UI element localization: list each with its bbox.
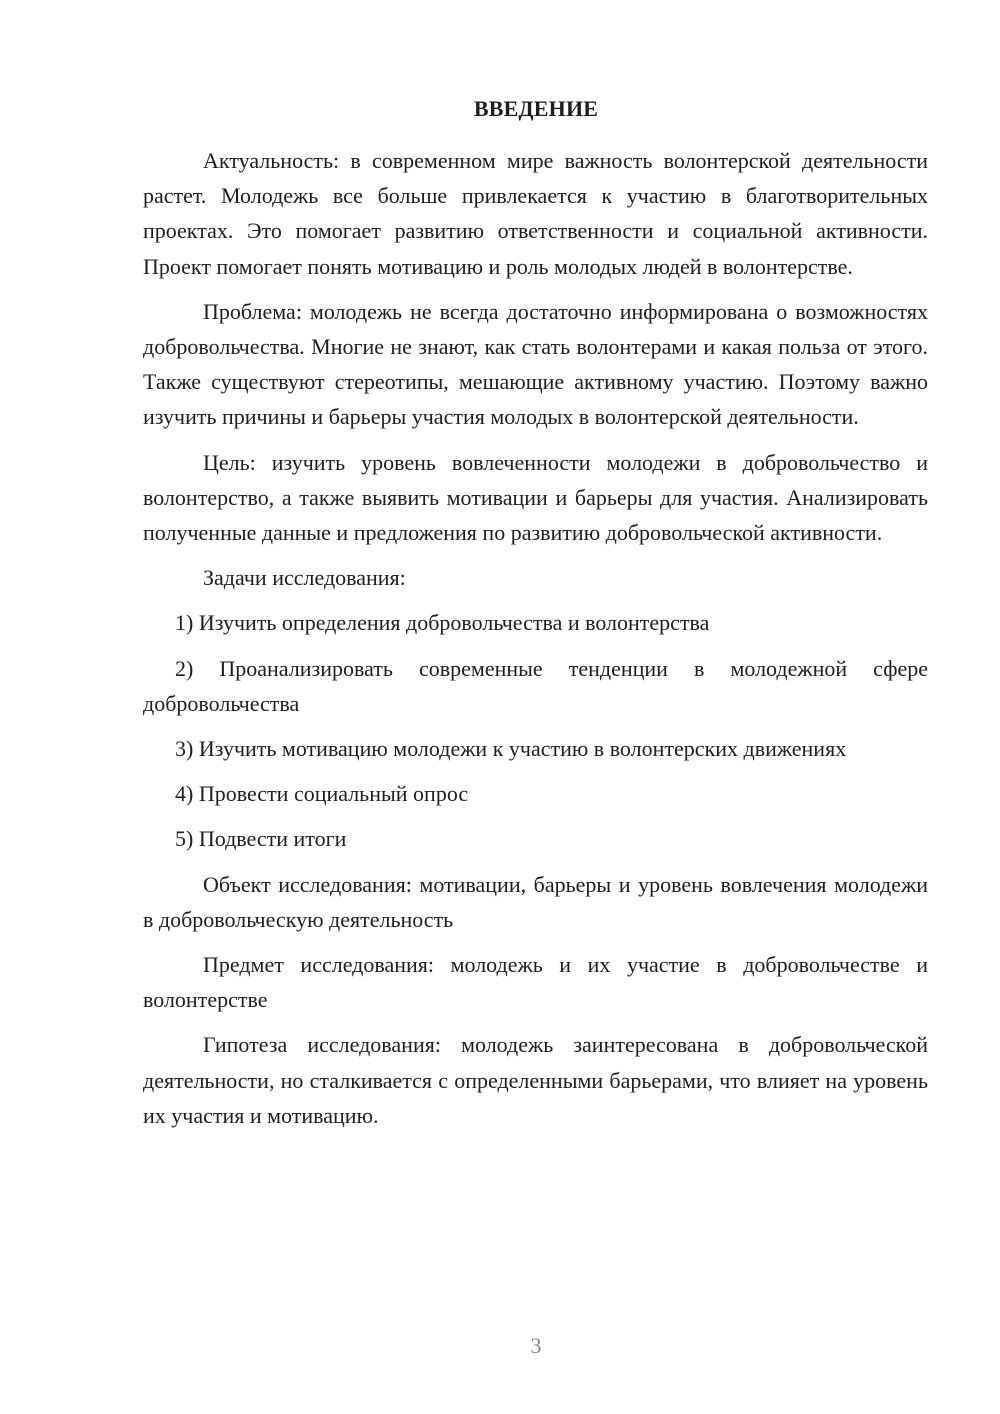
- subject-paragraph: Предмет исследования: молодежь и их участие в добровольчестве и волонтерстве: [143, 952, 928, 1013]
- goal-paragraph: Цель: изучить уровень вовлеченности молодежи в добровольчество и волонтерство, а также выявить мотивации и барьеры для участия. Анализировать полученные данные и предложения по развитию добровольческой активности.: [143, 449, 928, 546]
- hypothesis-paragraph: Гипотеза исследования: молодежь заинтересована в добровольческой деятельности, но сталкивается с определенными барьерами, что влияет на уровень их участия и мотивацию.: [143, 1032, 928, 1128]
- list-item-task-1: 1) Изучить определения добровольчества и волонтерства: [175, 610, 710, 636]
- page-number: 3: [530, 1333, 542, 1358]
- document-body: [143, 143, 928, 1143]
- tasks-heading: Задачи исследования:: [203, 565, 406, 591]
- list-item-task-4: 4) Провести социальный опрос: [175, 781, 469, 807]
- relevance-paragraph: Актуальность: в современном мире важность волонтерской деятельности растет. Молодежь все больше привлекается к участию в благотворительных проектах. Это помогает развитию ответственности и социальной активности. Проект помогает понять мотивацию и роль молодых людей в волонтерстве.: [143, 148, 928, 279]
- problem-paragraph: Проблема: молодежь не всегда достаточно информирована о возможностях добровольчества. Многие не знают, как стать волонтерами и какая польза от этого. Также существуют стереотипы, мешающие активному участию. Поэтому важно изучить причины и барьеры участия молодых в волонтерской деятельности.: [143, 298, 928, 430]
- list-item-task-3: 3) Изучить мотивацию молодежи к участию в волонтерских движениях: [175, 736, 847, 762]
- page-title: ВВЕДЕНИЕ: [473, 96, 599, 121]
- list-item-task-2: 2) Проанализировать современные тенденции в молодежной сфере добровольчества: [143, 655, 928, 716]
- list-item-task-5: 5) Подвести итоги: [175, 826, 347, 852]
- object-paragraph: Объект исследования: мотивации, барьеры и уровень вовлечения молодежи в добровольческую деятельность: [143, 871, 928, 932]
